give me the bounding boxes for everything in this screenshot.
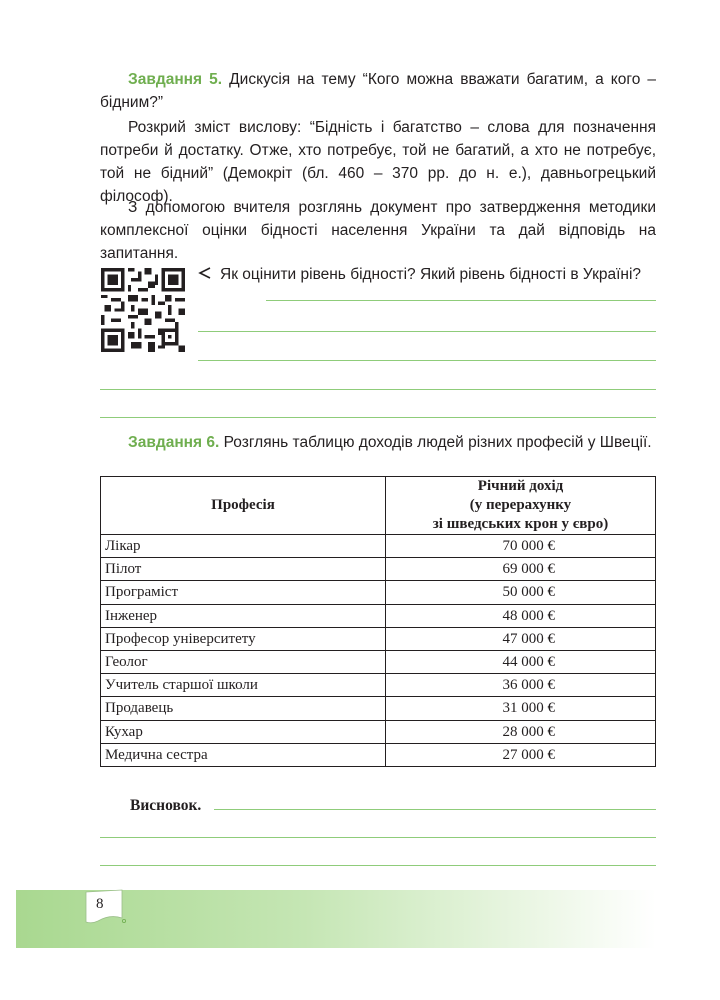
- table-row: [101, 720, 656, 743]
- task5-document-paragraph: З допомогою вчителя розглянь документ про затвердження методики комплексної оцінки бідності населення України та дай відповідь на запитання.: [100, 199, 656, 262]
- income-cell: 47 000 €: [386, 627, 656, 650]
- answer-line-2[interactable]: [198, 331, 656, 332]
- profession-cell: Пілот: [101, 558, 386, 581]
- conclusion-label: Висновок.: [130, 797, 202, 814]
- profession-cell: Професор університету: [101, 627, 386, 650]
- task5-label: Завдання 5.: [128, 71, 223, 88]
- qr-code-icon[interactable]: [101, 268, 185, 352]
- answer-line-5[interactable]: [100, 417, 656, 418]
- task6-title: Розглянь таблицю доходів людей різних професій у Швеції.: [219, 434, 652, 451]
- table-row: [101, 604, 656, 627]
- income-cell: 28 000 €: [386, 720, 656, 743]
- task5-title: Дискусія на тему “Кого можна вважати багатим, а кого – бідним?”: [100, 71, 656, 111]
- income-cell: 50 000 €: [386, 581, 656, 604]
- answer-line-3[interactable]: [198, 360, 656, 361]
- table-row: [101, 697, 656, 720]
- task5-question: [198, 263, 656, 286]
- header-income-line2: (у перерахунку: [469, 497, 572, 513]
- profession-cell: Учитель старшої школи: [101, 674, 386, 697]
- arrow-left-icon: [198, 267, 212, 279]
- table-row: [101, 627, 656, 650]
- task6-label: Завдання 6.: [128, 434, 220, 451]
- task6-heading: [100, 431, 656, 454]
- profession-cell: Програміст: [101, 581, 386, 604]
- profession-cell: Інженер: [101, 604, 386, 627]
- income-cell: 70 000 €: [386, 535, 656, 558]
- table-row: [101, 674, 656, 697]
- table-row: [101, 581, 656, 604]
- header-income-line3: зі шведських крон у євро): [432, 516, 609, 532]
- profession-cell: Медична сестра: [101, 743, 386, 766]
- page-number: 8: [96, 896, 104, 912]
- header-profession: Професія: [101, 477, 386, 535]
- profession-cell: Геолог: [101, 650, 386, 673]
- header-income-line1: Річний дохід: [477, 478, 564, 494]
- table-row: [101, 558, 656, 581]
- task5-heading: [100, 68, 656, 114]
- conclusion-line-2[interactable]: [100, 837, 656, 838]
- table-header-row: [101, 477, 656, 535]
- profession-cell: Кухар: [101, 720, 386, 743]
- conclusion-line-1[interactable]: [214, 809, 656, 810]
- table-row: [101, 743, 656, 766]
- conclusion-line-3[interactable]: [100, 865, 656, 866]
- income-table: [100, 476, 656, 767]
- income-cell: 36 000 €: [386, 674, 656, 697]
- income-cell: 69 000 €: [386, 558, 656, 581]
- profession-cell: Продавець: [101, 697, 386, 720]
- task5-question-text: Як оцінити рівень бідності? Який рівень бідності в Україні?: [220, 266, 642, 283]
- header-income: [386, 477, 656, 535]
- task5-quote-paragraph: Розкрий зміст вислову: “Бідність і багатство – слова для позначення потреби й достатку. Отже, хто потребує, той не багатий, а хто не потребує, той не бідний” (Демокріт (бл. 460 – 370 рр. до н. е.), давньогрецький філософ).: [100, 119, 656, 205]
- page-flag-icon: [84, 888, 132, 928]
- income-cell: 48 000 €: [386, 604, 656, 627]
- table-row: [101, 535, 656, 558]
- income-cell: 27 000 €: [386, 743, 656, 766]
- table-row: [101, 650, 656, 673]
- answer-line-1[interactable]: [266, 300, 656, 301]
- profession-cell: Лікар: [101, 535, 386, 558]
- income-cell: 44 000 €: [386, 650, 656, 673]
- answer-line-4[interactable]: [100, 389, 656, 390]
- income-cell: 31 000 €: [386, 697, 656, 720]
